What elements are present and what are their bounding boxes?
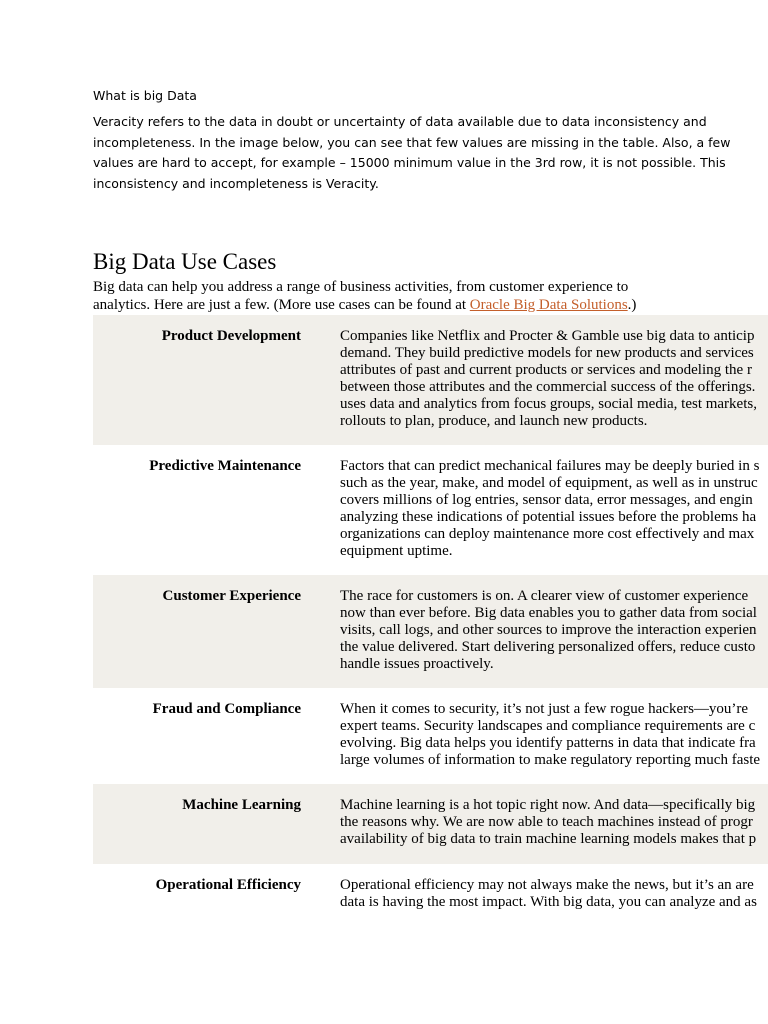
- use-case-line: availability of big data to train machine learning models makes that p: [340, 831, 757, 847]
- use-case-line: Companies like Netflix and Procter & Gamble use big data to anticip: [340, 328, 755, 344]
- use-case-label: Operational Efficiency: [155, 877, 301, 893]
- use-case-label: Fraud and Compliance: [152, 701, 301, 717]
- intro-paragraph-line: inconsistency and incompleteness is Veracity.: [93, 175, 379, 191]
- use-case-line: attributes of past and current products or services and modeling the r: [340, 362, 752, 378]
- section-intro-text: analytics. Here are just a few. (More use cases can be found at: [93, 296, 470, 313]
- use-case-line: Operational efficiency may not always make the news, but it’s an are: [340, 877, 754, 893]
- section-intro-text: .): [627, 296, 637, 313]
- use-case-line: Machine learning is a hot topic right now. And data—specifically big: [340, 797, 756, 813]
- use-case-label: Customer Experience: [162, 588, 301, 604]
- use-case-line: handle issues proactively.: [340, 656, 494, 672]
- use-case-description: [340, 877, 757, 911]
- use-case-line: organizations can deploy maintenance more cost effectively and max: [340, 526, 755, 542]
- use-case-line: data is having the most impact. With big data, you can analyze and as: [340, 894, 757, 910]
- use-case-row: [93, 784, 768, 864]
- use-case-line: uses data and analytics from focus groups, social media, test markets,: [340, 396, 757, 412]
- use-case-row: [93, 445, 768, 575]
- use-cases-table: [93, 315, 768, 934]
- section-heading: Big Data Use Cases: [93, 249, 277, 274]
- use-case-line: the value delivered. Start delivering personalized offers, reduce custo: [340, 639, 756, 655]
- use-case-line: The race for customers is on. A clearer view of customer experience: [340, 588, 749, 604]
- use-case-line: visits, call logs, and other sources to improve the interaction experien: [340, 622, 757, 638]
- use-case-line: When it comes to security, it’s not just a few rogue hackers—you’re: [340, 701, 749, 717]
- use-case-description: [340, 328, 757, 430]
- use-case-row: [93, 575, 768, 688]
- intro-title: What is big Data: [93, 88, 197, 103]
- oracle-big-data-solutions-link[interactable]: Oracle Big Data Solutions: [469, 296, 628, 313]
- use-case-line: such as the year, make, and model of equipment, as well as in unstruc: [340, 475, 758, 491]
- use-case-description: [340, 588, 757, 673]
- use-case-row: [93, 315, 768, 445]
- section-intro: [93, 279, 636, 314]
- section-intro-line: Big data can help you address a range of business activities, from customer experience to: [93, 279, 629, 295]
- intro-paragraph: [93, 112, 730, 194]
- use-case-row: [93, 688, 768, 784]
- use-case-label: Predictive Maintenance: [149, 458, 301, 474]
- section-intro-line: [93, 297, 636, 315]
- use-case-line: rollouts to plan, produce, and launch new products.: [340, 413, 648, 429]
- use-case-description: [340, 701, 760, 769]
- use-case-line: between those attributes and the commercial success of the offerings.: [340, 379, 756, 395]
- use-case-row: [93, 864, 768, 934]
- use-case-line: covers millions of log entries, sensor data, error messages, and engin: [340, 492, 753, 508]
- use-case-line: now than ever before. Big data enables you to gather data from social: [340, 605, 757, 621]
- use-case-line: large volumes of information to make regulatory reporting much faste: [340, 752, 761, 768]
- use-case-label: Product Development: [161, 328, 301, 344]
- use-case-description: [340, 458, 759, 560]
- use-case-line: Factors that can predict mechanical failures may be deeply buried in s: [340, 458, 760, 474]
- use-case-line: equipment uptime.: [340, 543, 453, 559]
- intro-paragraph-line: Veracity refers to the data in doubt or uncertainty of data available due to data inconsistency and: [93, 114, 707, 129]
- use-case-line: expert teams. Security landscapes and compliance requirements are c: [340, 718, 756, 734]
- intro-paragraph-line: values are hard to accept, for example – 15000 minimum value in the 3rd row, it is not possible. This: [93, 155, 726, 170]
- use-case-line: evolving. Big data helps you identify patterns in data that indicate fra: [340, 735, 756, 751]
- use-case-line: the reasons why. We are now able to teach machines instead of progr: [340, 814, 753, 830]
- use-case-description: [340, 797, 756, 848]
- use-case-line: demand. They build predictive models for new products and services: [340, 345, 754, 361]
- use-case-label: Machine Learning: [182, 797, 301, 813]
- use-case-line: analyzing these indications of potential issues before the problems ha: [340, 509, 757, 525]
- intro-paragraph-line: incompleteness. In the image below, you can see that few values are missing in the table. Also, a few: [93, 134, 731, 150]
